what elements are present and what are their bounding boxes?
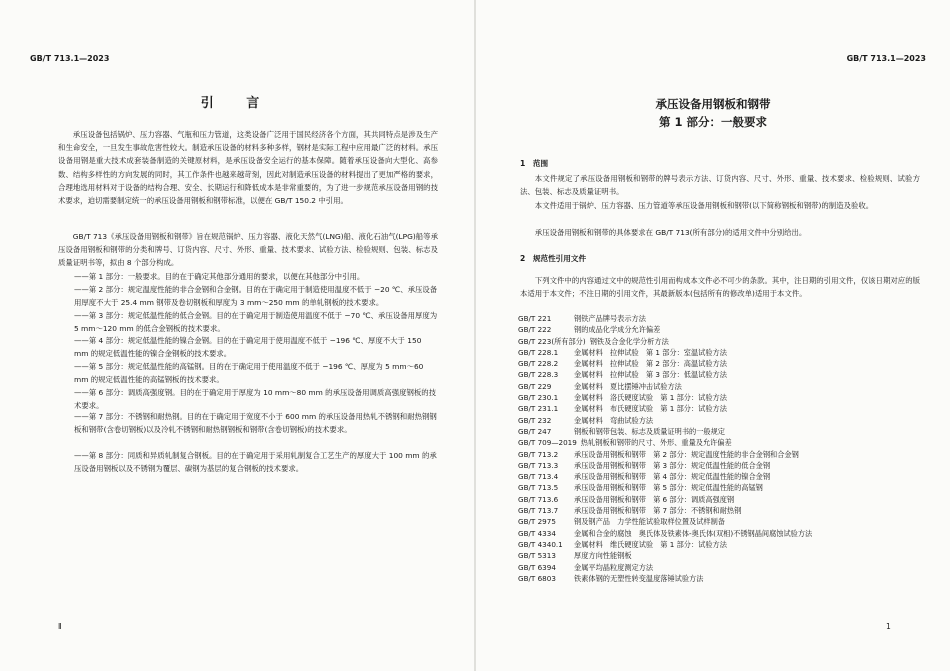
scope-paragraph: 本文件适用于锅炉、压力容器、压力管道等承压设备用钢板和钢带(以下简称钢板和钢带)的制造及验收。 <box>534 201 874 210</box>
reference-code: GB/T 6394 <box>518 562 556 572</box>
reference-item <box>518 381 918 392</box>
reference-item <box>518 528 918 539</box>
reference-title: 金属材料 布氏硬度试验 第 1 部分：试验方法 <box>574 404 727 414</box>
reference-title: 钢的成品化学成分允许偏差 <box>574 325 661 335</box>
reference-code: GB/T 222 <box>518 325 552 335</box>
reference-item <box>518 437 918 448</box>
part-list-item: ——第 6 部分：调质高强度钢。目的在于确定用于厚度为 10 mm～80 mm 的承压设备用调质高强度钢板的技术要求。 <box>74 388 437 411</box>
standard-title: 承压设备用钢板和钢带 <box>655 97 771 111</box>
intro-paragraph: GB/T 713《承压设备用钢板和钢带》旨在规范锅炉、压力容器、液化天然气(LNG)船、液化石油气(LPG)船等承压设备用钢板和钢带的分类和牌号、订货内容、尺寸、外形、重量、技术要求、试验方法、检验规则、包装、标志及质量证明书等，拟由 8 个部分构成。 <box>58 232 438 268</box>
reference-code: GB/T 228.2 <box>518 359 559 369</box>
references-intro: 下列文件中的内容通过文中的规范性引用而构成本文件必不可少的条款。其中，注日期的引用文件，仅该日期对应的版本适用于本文件；不注日期的引用文件，其最新版本(包括所有的修改单)适用于本文件。 <box>520 276 920 299</box>
reference-item <box>518 460 918 471</box>
reference-title: 钢铁及合金化学分析方法 <box>589 336 669 346</box>
reference-item <box>518 505 918 516</box>
reference-title: 承压设备用钢板和钢带 第 3 部分：规定低温性能的低合金钢 <box>574 460 771 470</box>
reference-code: GB/T 5313 <box>518 551 556 561</box>
reference-code: GB/T 2975 <box>518 517 556 527</box>
reference-title: 厚度方向性能钢板 <box>574 551 632 561</box>
part-list-item: ——第 2 部分：规定温度性能的非合金钢和合金钢。目的在于确定用于制造使用温度不低于 −20 ℃、承压设备用厚度不大于 25.4 mm 钢带及卷切钢板和厚度为 3 mm～250 mm 的单轧钢板的技术要求。 <box>74 285 438 308</box>
reference-title: 金属材料 拉伸试验 第 3 部分：低温试验方法 <box>574 370 727 380</box>
reference-item <box>518 336 918 347</box>
reference-code: GB/T 229 <box>518 381 552 391</box>
reference-title: 承压设备用钢板和钢带 第 6 部分：调质高强度钢 <box>574 494 735 504</box>
reference-code: GB/T 223(所有部分) <box>518 336 586 346</box>
section-1-heading: 1 范围 <box>520 159 549 168</box>
reference-title: 承压设备用钢板和钢带 第 7 部分：不锈钢和耐热钢 <box>574 506 742 516</box>
part-list-item: ——第 3 部分：规定低温性能的低合金钢。目的在于确定用于制造使用温度不低于 −70 ℃、承压设备用厚度为 5 mm～120 mm 的低合金钢板的技术要求。 <box>74 311 438 334</box>
reference-code: GB/T 230.1 <box>518 393 559 403</box>
reference-title: 金属材料 夏比摆锤冲击试验方法 <box>574 381 682 391</box>
reference-title: 金属材料 拉伸试验 第 2 部分：高温试验方法 <box>574 359 727 369</box>
reference-item <box>518 369 918 380</box>
reference-title: 承压设备用钢板和钢带 第 2 部分：规定温度性能的非合金钢和合金钢 <box>574 449 799 459</box>
reference-title: 金属材料 拉伸试验 第 1 部分：室温试验方法 <box>574 347 727 357</box>
reference-item <box>518 562 918 573</box>
reference-item <box>518 403 918 414</box>
standard-subtitle: 第 1 部分：一般要求 <box>658 115 767 129</box>
reference-item <box>518 324 918 335</box>
reference-code: GB/T 6803 <box>518 573 556 583</box>
reference-title: 金属材料 维氏硬度试验 第 1 部分：试验方法 <box>574 539 727 549</box>
reference-code: GB/T 709—2019 <box>518 438 577 448</box>
foreword-title: 引 言 <box>200 96 274 111</box>
right-header-code: GB/T 713.1—2023 <box>846 54 926 63</box>
reference-item <box>518 550 918 561</box>
left-header-code: GB/T 713.1—2023 <box>30 54 110 63</box>
reference-code: GB/T 228.1 <box>518 347 559 357</box>
reference-title: 热轧钢板和钢带的尺寸、外形、重量及允许偏差 <box>580 438 732 448</box>
reference-item <box>518 347 918 358</box>
part-list-item: ——第 7 部分：不锈钢和耐热钢。目的在于确定用于宽度不小于 600 mm 的承压设备用热轧不锈钢和耐热钢钢板和钢带(含卷切钢板)以及冷轧不锈钢和耐热钢钢板和钢带(含卷切钢板)的技术要求。 <box>74 412 437 435</box>
right-page-number: 1 <box>886 622 891 631</box>
part-list-item: ——第 1 部分：一般要求。目的在于确定其他部分通用的要求，以便在其他部分中引用。 <box>74 272 365 281</box>
reference-title: 钢及钢产品 力学性能试验取样位置及试样制备 <box>574 517 725 527</box>
part-list-item: ——第 5 部分：规定低温性能的高锰钢。目的在于确定用于使用温度不低于 −196 ℃、厚度为 5 mm～60 mm 的规定低温性能的高锰钢板的技术要求。 <box>74 362 424 385</box>
reference-item <box>518 573 918 584</box>
reference-item <box>518 415 918 426</box>
reference-title: 钢板和钢带包装、标志及质量证明书的一般规定 <box>574 426 725 436</box>
left-page <box>0 0 474 671</box>
reference-title: 金属材料 弯曲试验方法 <box>574 415 654 425</box>
reference-code: GB/T 713.5 <box>518 483 559 493</box>
reference-item <box>518 494 918 505</box>
reference-item <box>518 358 918 369</box>
reference-code: GB/T 713.4 <box>518 472 559 482</box>
reference-code: GB/T 713.2 <box>518 449 559 459</box>
section-2-heading: 2 规范性引用文件 <box>520 254 587 263</box>
scope-paragraph: 本文件规定了承压设备用钢板和钢带的牌号表示方法、订货内容、尺寸、外形、重量、技术要求、检验规则、试验方法、包装、标志及质量证明书。 <box>520 174 920 197</box>
reference-code: GB/T 247 <box>518 426 552 436</box>
reference-item <box>518 516 918 527</box>
reference-title: 承压设备用钢板和钢带 第 4 部分：规定低温性能的镍合金钢 <box>574 472 771 482</box>
reference-code: GB/T 221 <box>518 314 552 323</box>
intro-paragraph: 承压设备包括锅炉、压力容器、气瓶和压力管道，这类设备广泛用于国民经济各个方面，其共同特点是涉及生产和生命安全，一旦发生事故危害性较大。制造承压设备的材料多种多样，钢材是实际工程中应用最广泛的材料。承压设备用钢是重大技术成套装备制造的关键原材料，是承压设备安全运行的基本保障。随着承压设备向大型化、高参数、结构多样性的方向发展的同时，其工作条件也越来越苛刻，因此对制造承压设备的材料提出了更加严格的要求，合理地选用材料对于设备的结构合理、安全、长期运行和降低成本是非常重要的，为了进一步规范承压设备用钢的技术要求，迫切需要制定统一的承压设备用钢板和钢带标准，以便在 GB/T 150.2 中引用。 <box>58 130 438 206</box>
reference-title: 钢铁产品牌号表示方法 <box>574 314 646 323</box>
reference-code: GB/T 231.1 <box>518 404 559 414</box>
reference-code: GB/T 713.6 <box>518 494 559 504</box>
reference-item <box>518 313 918 324</box>
reference-code: GB/T 713.7 <box>518 506 559 516</box>
left-page-number: Ⅱ <box>58 622 62 631</box>
reference-code: GB/T 228.3 <box>518 370 559 380</box>
reference-title: 金属材料 洛氏硬度试验 第 1 部分：试验方法 <box>574 393 727 403</box>
reference-item <box>518 471 918 482</box>
reference-item <box>518 449 918 460</box>
reference-code: GB/T 232 <box>518 415 552 425</box>
reference-code: GB/T 713.3 <box>518 460 559 470</box>
scope-paragraph: 承压设备用钢板和钢带的具体要求在 GB/T 713(所有部分)的适用文件中分别给出。 <box>534 228 807 237</box>
reference-list <box>518 313 918 584</box>
reference-code: GB/T 4334 <box>518 528 556 538</box>
part-list-item: ——第 8 部分：同质和异质轧制复合钢板。目的在于确定用于采用轧制复合工艺生产的厚度大于 100 mm 的承压设备用钢板以及不锈钢为覆层、碳钢为基层的复合钢板的技术要求。 <box>74 451 437 474</box>
reference-item <box>518 539 918 550</box>
reference-code: GB/T 4340.1 <box>518 539 563 549</box>
reference-title: 金属和合金的腐蚀 奥氏体及铁素体-奥氏体(双相)不锈钢晶间腐蚀试验方法 <box>574 528 813 538</box>
reference-title: 铁素体钢的无塑性转变温度落锤试验方法 <box>574 573 704 583</box>
reference-item <box>518 482 918 493</box>
reference-title: 金属平均晶粒度测定方法 <box>574 562 654 572</box>
reference-title: 承压设备用钢板和钢带 第 5 部分：规定低温性能的高锰钢 <box>574 483 763 493</box>
part-list-item: ——第 4 部分：规定低温性能的镍合金钢。目的在于确定用于使用温度不低于 −196 ℃、厚度不大于 150 mm 的规定低温性能的镍合金钢板的技术要求。 <box>74 336 422 359</box>
reference-item <box>518 426 918 437</box>
reference-item <box>518 392 918 403</box>
